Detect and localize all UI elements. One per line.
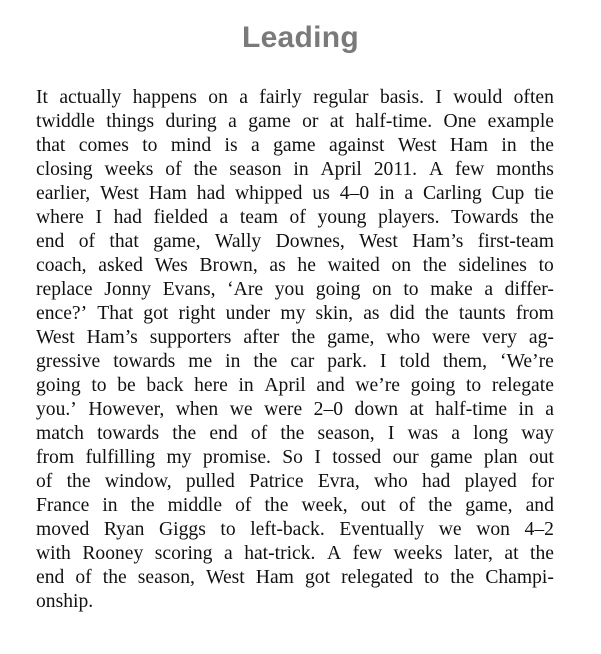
paragraph-line: that comes to mind is a game against West Ham in the <box>36 135 554 156</box>
paragraph-line: from fulfilling my promise. So I tossed our game plan out <box>36 447 554 468</box>
paragraph-line: earlier, West Ham had whipped us 4–0 in a Carling Cup tie <box>36 183 554 204</box>
paragraph-line: match towards the end of the season, I was a long way <box>36 423 554 444</box>
paragraph-line-last: onship. <box>36 591 94 612</box>
paragraph-line: ence?’ That got right under my skin, as did the taunts from <box>36 303 554 324</box>
paragraph-line: you.’ However, when we were 2–0 down at half-time in a <box>36 399 554 420</box>
paragraph-line: where I had fielded a team of young players. Towards the <box>36 207 554 228</box>
paragraph-line: closing weeks of the season in April 2011. A few months <box>36 159 554 180</box>
paragraph-line: West Ham’s supporters after the game, who were very ag- <box>36 327 554 348</box>
paragraph-line: end of that game, Wally Downes, West Ham’s first-team <box>36 231 554 252</box>
paragraph-line: replace Jonny Evans, ‘Are you going on to make a differ- <box>36 279 554 300</box>
paragraph-line: France in the middle of the week, out of the game, and <box>36 495 554 516</box>
paragraph-line: of the window, pulled Patrice Evra, who had played for <box>36 471 554 492</box>
paragraph-line: end of the season, West Ham got relegated to the Champi- <box>36 567 554 588</box>
paragraph-line: moved Ryan Giggs to left-back. Eventually we won 4–2 <box>36 519 554 540</box>
paragraph-line: with Rooney scoring a hat-trick. A few weeks later, at the <box>36 543 554 564</box>
paragraph-line: It actually happens on a fairly regular basis. I would often <box>36 87 554 108</box>
section-heading: Leading <box>241 21 360 54</box>
body-paragraph <box>36 86 554 614</box>
paragraph-line: going to be back here in April and we’re going to relegate <box>36 375 554 396</box>
paragraph-line: twiddle things during a game or at half-time. One example <box>36 111 554 132</box>
paragraph-line: gressive towards me in the car park. I told them, ‘We’re <box>36 351 554 372</box>
paragraph-line: coach, asked Wes Brown, as he waited on the sidelines to <box>36 255 554 276</box>
